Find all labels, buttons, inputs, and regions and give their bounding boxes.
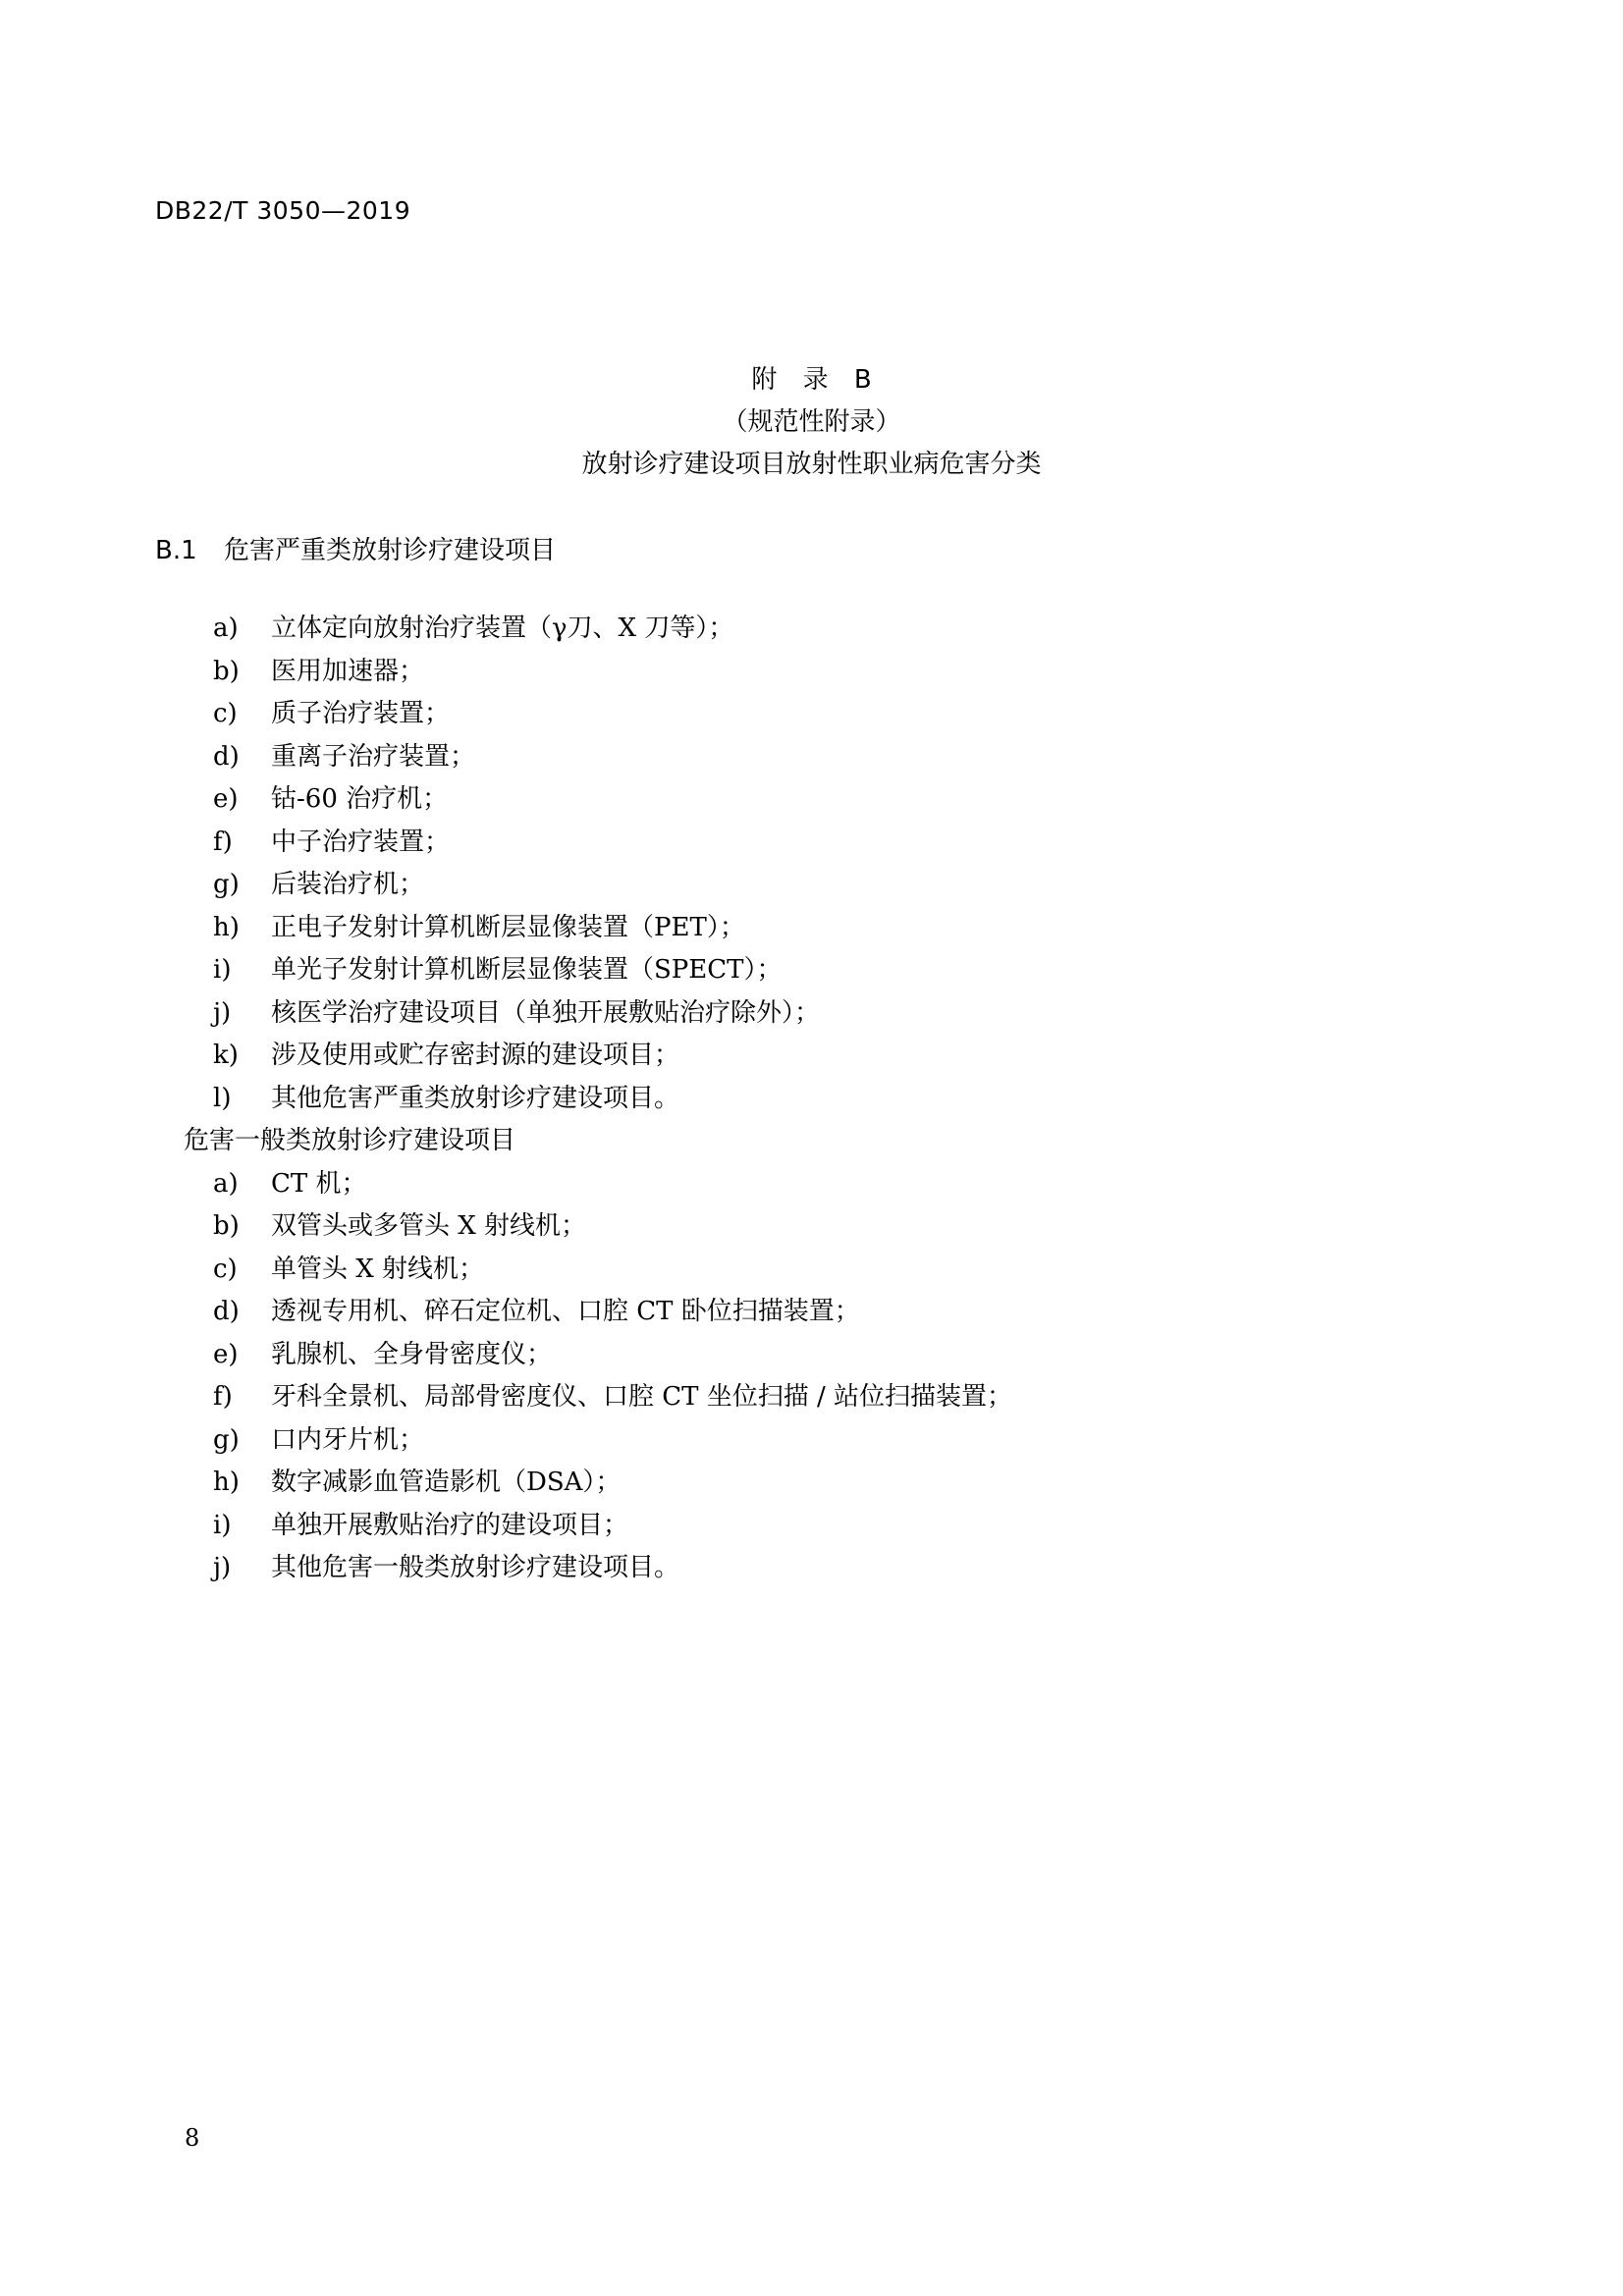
item-label: a) bbox=[213, 614, 239, 643]
item-text: 透视专用机、碎石定位机、口腔 CT 卧位扫描装置； bbox=[271, 1297, 860, 1326]
item-text: 单光子发射计算机断层显像装置（SPECT）； bbox=[271, 955, 783, 985]
item-label: f) bbox=[213, 1382, 233, 1412]
item-text: CT 机； bbox=[271, 1168, 367, 1199]
item-label: g) bbox=[213, 1424, 240, 1455]
section-heading bbox=[155, 530, 556, 566]
item-label: i) bbox=[213, 955, 232, 985]
item-label: f) bbox=[213, 827, 233, 857]
item-text: 立体定向放射治疗装置（γ刀、X 刀等）； bbox=[271, 614, 734, 643]
item-text: 正电子发射计算机断层显像装置（PET）； bbox=[271, 912, 745, 942]
item-label: e) bbox=[213, 1339, 239, 1369]
appendix-type: （规范性附录） bbox=[722, 407, 901, 437]
item-label: c) bbox=[213, 699, 238, 728]
item-label: c) bbox=[213, 1254, 238, 1284]
item-label: d) bbox=[213, 741, 240, 772]
item-label: h) bbox=[213, 1468, 240, 1497]
item-label: g) bbox=[213, 870, 240, 899]
section-number: B.1 bbox=[155, 536, 197, 565]
item-text: 涉及使用或贮存密封源的建设项目； bbox=[271, 1041, 680, 1070]
item-text: 其他危害一般类放射诊疗建设项目。 bbox=[271, 1553, 680, 1582]
item-text: 单独开展敷贴治疗的建设项目； bbox=[271, 1510, 629, 1540]
item-text: 双管头或多管头 X 射线机； bbox=[271, 1211, 587, 1241]
item-text: 牙科全景机、局部骨密度仪、口腔 CT 坐位扫描 / 站位扫描装置； bbox=[271, 1382, 1013, 1412]
item-label: j) bbox=[213, 1553, 232, 1582]
item-label: a) bbox=[213, 1168, 239, 1199]
item-text: 钴-60 治疗机； bbox=[271, 784, 449, 814]
item-label: b) bbox=[213, 1211, 240, 1241]
item-label: h) bbox=[213, 912, 240, 942]
item-text: 中子治疗装置； bbox=[271, 827, 451, 857]
item-label: k) bbox=[213, 1041, 239, 1070]
item-text: 医用加速器； bbox=[271, 656, 425, 686]
item-label: i) bbox=[213, 1510, 232, 1540]
appendix-title: 附 录 B bbox=[751, 365, 872, 395]
item-text: 其他危害严重类放射诊疗建设项目。 bbox=[271, 1083, 680, 1113]
item-text: 核医学治疗建设项目（单独开展敷贴治疗除外）； bbox=[271, 997, 821, 1028]
appendix-name: 放射诊疗建设项目放射性职业病危害分类 bbox=[581, 450, 1042, 479]
item-text: 单管头 X 射线机； bbox=[271, 1254, 485, 1284]
item-text: 重离子治疗装置； bbox=[271, 741, 476, 772]
item-label: j) bbox=[213, 997, 232, 1028]
item-text: 乳腺机、全身骨密度仪； bbox=[271, 1339, 553, 1369]
item-label: e) bbox=[213, 784, 239, 814]
item-label: l) bbox=[213, 1083, 232, 1113]
item-text: 数字减影血管造影机（DSA）； bbox=[271, 1468, 622, 1497]
item-text: 口内牙片机； bbox=[271, 1424, 425, 1455]
item-text: 质子治疗装置； bbox=[271, 699, 451, 728]
item-label: d) bbox=[213, 1297, 240, 1326]
section-title: 危害严重类放射诊疗建设项目 bbox=[224, 536, 557, 565]
page-number: 8 bbox=[185, 2124, 200, 2152]
item-label: b) bbox=[213, 656, 240, 686]
subsection-title: 危害一般类放射诊疗建设项目 bbox=[184, 1126, 516, 1155]
item-text: 后装治疗机； bbox=[271, 870, 425, 899]
document-code: DB22/T 3050—2019 bbox=[155, 196, 411, 225]
